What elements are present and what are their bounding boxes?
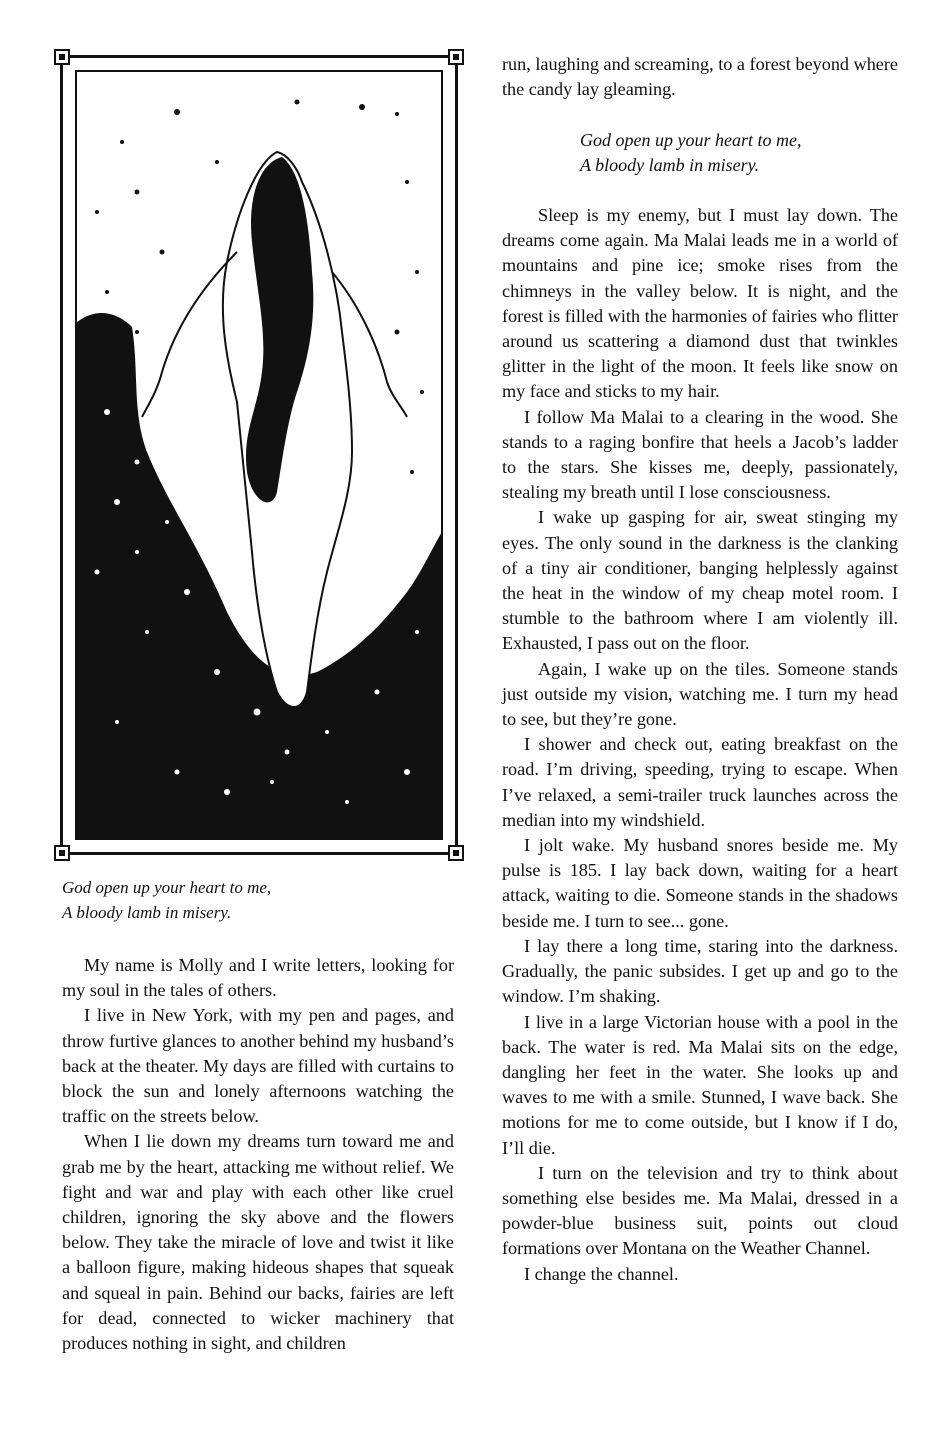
paragraph: My name is Molly and I write letters, looking for my soul in the tales of others. (62, 955, 454, 1001)
paragraph: Sleep is my enemy, but I must lay down. The dreams come again. Ma Malai leads me in a world of mountains and pine ice; smoke rises from the chimneys in the valley below. It is night, and the forest is filled with the harmonies of fairies who flitter around us scattering a diamond dust that twinkles glitter in the light of the moon. It feels like snow on my face and sticks to my hair. (502, 205, 898, 402)
paragraph: I follow Ma Malai to a clearing in the wood. She stands to a raging bonfire that heels a Jacob’s ladder to the stars. She kisses me, deeply, passionately, stealing my breath until I lose consciousness. (502, 406, 898, 503)
illustration (75, 70, 443, 840)
right-column-text (502, 203, 898, 1287)
paragraph: I change the channel. (524, 1263, 679, 1284)
frame-corner-ornament (448, 49, 464, 65)
paragraph: I turn on the television and try to think about something else besides me. Ma Malai, dressed in a powder-blue business suit, points out cloud formations over Montana on the Weather Channel. (502, 1162, 898, 1259)
verse (580, 128, 890, 178)
caption-line: God open up your heart to me, (62, 878, 272, 897)
paragraph: I wake up gasping for air, sweat stinging my eyes. The only sound in the darkness is the clanking of a tiny air conditioner, banging helplessly against the heat in the window of my cheap motel room. I stumble to the bathroom where I am violently ill. Exhausted, I pass out on the floor. (502, 507, 898, 654)
right-column-continuation (502, 52, 898, 102)
illustration-caption (62, 875, 452, 925)
paragraph: I jolt wake. My husband snores beside me. My pulse is 185. I lay back down, waiting for a heart attack, waiting to die. Someone stands in the shadows beside me. I turn to see... gone. (502, 835, 898, 931)
caption-line: A bloody lamb in misery. (62, 903, 232, 922)
verse-line: God open up your heart to me, (580, 130, 802, 150)
paragraph: I lay there a long time, staring into the darkness. Gradually, the panic subsides. I get up and go to the window. I’m shaking. (502, 935, 898, 1007)
verse-line: A bloody lamb in misery. (580, 155, 760, 175)
frame-corner-ornament (448, 845, 464, 861)
left-column-text (62, 953, 454, 1356)
paragraph: When I lie down my dreams turn toward me and grab me by the heart, attacking me without relief. We fight and war and play with each other like cruel children, ignoring the sky above and the flowers below. They take the miracle of love and twist it like a balloon figure, making hideous shapes that squeak and squeal in pain. Behind our backs, fairies are left for dead, connected to wicker machinery that produces nothing in sight, and children (62, 1131, 454, 1354)
paragraph: I shower and check out, eating breakfast on the road. I’m driving, speeding, trying to escape. When I’ve relaxed, a semi-trailer truck launches across the median into my windshield. (502, 734, 898, 830)
illustration-art (77, 72, 443, 840)
illustration-frame (60, 55, 458, 855)
paragraph: I live in New York, with my pen and pages, and throw furtive glances to another behind my husband’s back at the theater. My days are filled with curtains to block the sun and lonely afternoons watching the traffic on the streets below. (62, 1005, 454, 1127)
frame-corner-ornament (54, 49, 70, 65)
paragraph: run, laughing and screaming, to a forest beyond where the candy lay gleaming. (502, 54, 898, 100)
frame-corner-ornament (54, 845, 70, 861)
paragraph: Again, I wake up on the tiles. Someone stands just outside my vision, watching me. I turn my head to see, but they’re gone. (502, 658, 898, 730)
paragraph: I live in a large Victorian house with a pool in the back. The water is red. Ma Malai sits on the edge, dangling her feet in the water. She looks up and waves to me with a smile. Stunned, I wave back. She motions for me to come outside, but I know if I do, I’ll die. (502, 1011, 898, 1158)
